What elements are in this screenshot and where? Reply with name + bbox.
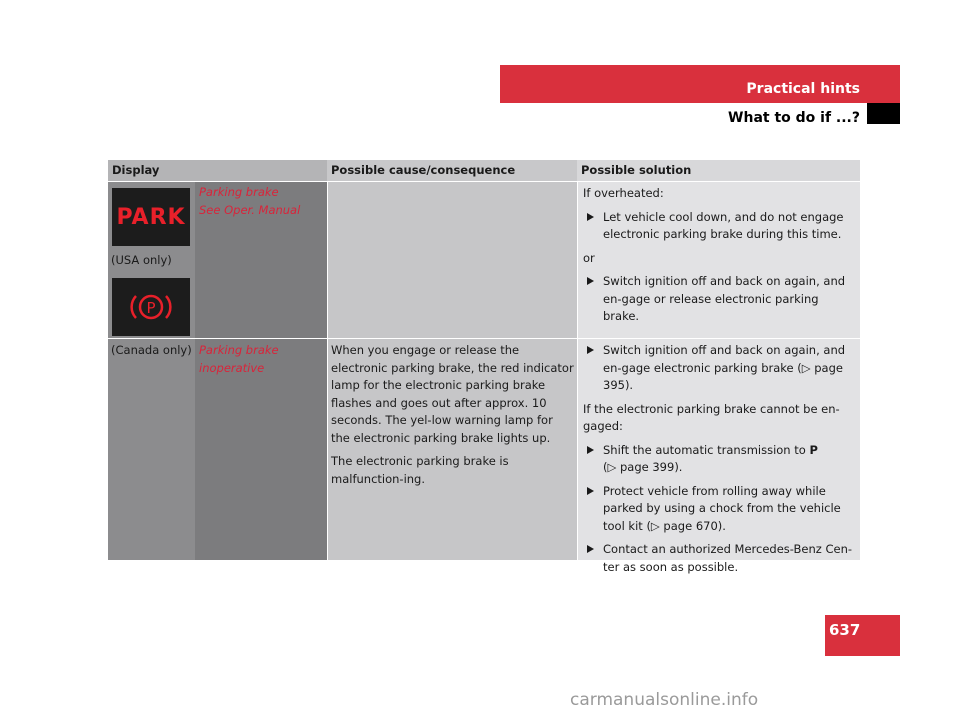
section-title: Practical hints [746,81,860,97]
row2-cause-p1: When you engage or release the electronic parking brake, the red indicator lamp for the electronic parking brake flashes and goes out after approx. 10 seconds. The yel-low warning lamp for the electronic parking brake lights up. [331,343,574,445]
row1-region: (USA only) [111,253,172,267]
page-number: 637 [829,621,861,639]
row2-sol-bullet4: Contact an authorized Mercedes-Benz Cen-ter as soon as possible. [583,541,855,576]
row1-sol-or: or [583,250,595,265]
row1-message-line1: Parking brake [199,185,279,199]
row2-sol-bullet2-pre: Shift the automatic transmission to [603,442,810,457]
row1-cause [328,182,577,338]
park-warning-icon: PARK [112,188,190,246]
row1-display-icons [108,182,195,338]
subsection-title: What to do if ...? [728,110,860,126]
row2-cause-p2: The electronic parking brake is malfunction-ing. [331,454,509,486]
troubleshooting-table [108,160,860,574]
column-header-solution: Possible solution [577,160,860,181]
row1-sol-bullet1: Let vehicle cool down, and do not engage electronic parking brake during this time. [583,209,855,244]
svg-text:P: P [146,299,156,317]
parking-brake-icon [112,278,190,336]
row2-message-line2: inoperative [199,360,265,375]
page-number-box [825,615,900,656]
row2-display-message [195,339,327,560]
row1-solution [578,182,860,338]
column-header-cause: Possible cause/consequence [327,160,577,181]
row1-sol-intro: If overheated: [583,186,664,200]
row2-cause [328,339,577,560]
watermark: carmanualsonline.info [570,690,759,710]
header-marker [867,103,900,124]
row2-display-region [108,339,195,560]
row1-message-line2: See Oper. Manual [199,202,301,217]
row2-solution [578,339,860,574]
row1-sol-bullet2: Switch ignition off and back on again, and en-gage or release electronic parking brake. [583,273,855,326]
row2-sol-bullet1: Switch ignition off and back on again, and en-gage electronic parking brake (▷ page 395). [583,342,855,395]
row2-sol-bullet2-ref: (▷ page 399). [603,460,683,474]
row2-region: (Canada only) [111,343,192,357]
row2-sol-p1: If the electronic parking brake cannot be en-gaged: [583,401,840,433]
row2-sol-bullet2 [583,442,855,477]
header-bar [500,65,900,103]
row2-message-line1: Parking brake [199,343,279,357]
column-header-display: Display [108,160,327,181]
row1-display-message [195,182,327,338]
row2-sol-bullet3: Protect vehicle from rolling away while parked by using a chock from the vehicle tool kit (▷ page 670). [583,483,855,536]
row2-sol-bullet2-bold: P [809,442,818,457]
